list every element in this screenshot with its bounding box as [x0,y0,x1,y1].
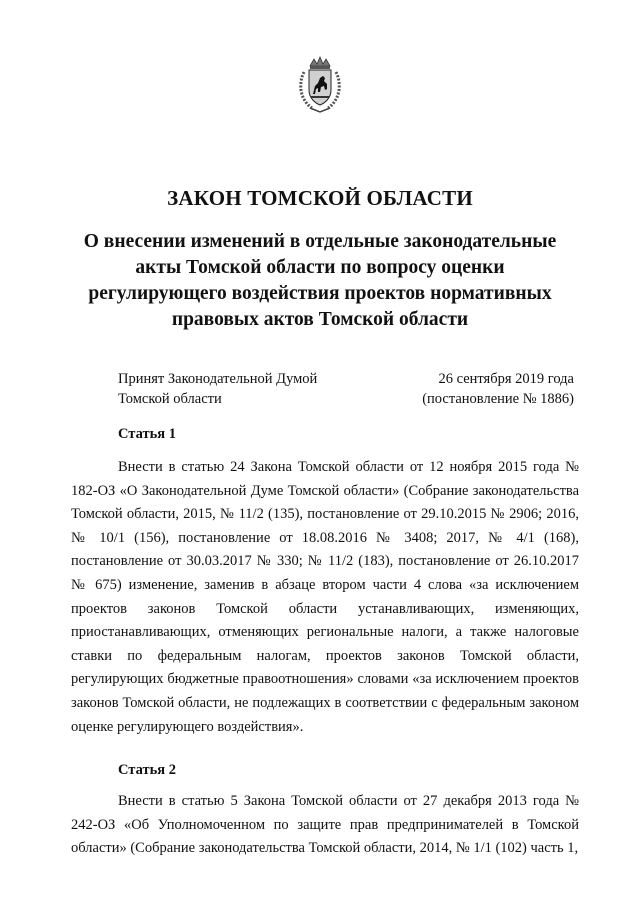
adoption-date-block [422,369,574,409]
article-1-heading: Статья 1 [118,426,176,442]
tomsk-oblast-coat-of-arms-icon [296,56,344,114]
adoption-date: 26 сентября 2019 года [438,371,574,387]
article-1-text: Внести в статью 24 Закона Томской области от 12 ноября 2015 года № 182-ОЗ «О Законодательной Думе Томской области» (Собрание законодательства Томской области, 2015, № 11/2 (135), постановление от 29.10.2015 № 2906; 2016, № 10/1 (156), постановление от 18.08.2016 № 3408; 2017, № 4/1 (168), постановление от 30.03.2017 № 330; № 11/2 (183), постановление от 26.10.2017 № 675) изменение, заменив в абзаце втором части 4 слова «за исключением проектов законов Томской области устанавливающих, изменяющих, приостанавливающих, отменяющих региональные налоги, а также налоговые ставки по федеральным налогам, проектов законов Томской области, регулирующих бюджетные правоотношения» словами «за исключением проектов законов Томской области, не подлежащих в соответствии с федеральным законом оценке регулирующего воздействия». [71,459,579,735]
adoption-resolution: (постановление № 1886) [422,391,574,407]
adoption-body-line1: Принят Законодательной Думой [118,371,318,387]
article-2-text: Внести в статью 5 Закона Томской области от 27 декабря 2013 года № 242-ОЗ «Об Уполномоченном по защите прав предпринимателей в Томской области» (Собрание законодательства Томской области, 2014, № 1/1 (102) часть 1, [71,793,579,857]
adoption-body [118,369,317,409]
article-2-heading: Статья 2 [118,762,176,778]
document-subtitle: О внесении изменений в отдельные законодательные акты Томской области по вопросу оценки регулирующего воздействия проектов нормативных правовых актов Томской области [83,231,557,330]
adoption-body-line2: Томской области [118,391,222,407]
document-title: ЗАКОН ТОМСКОЙ ОБЛАСТИ [167,186,473,210]
